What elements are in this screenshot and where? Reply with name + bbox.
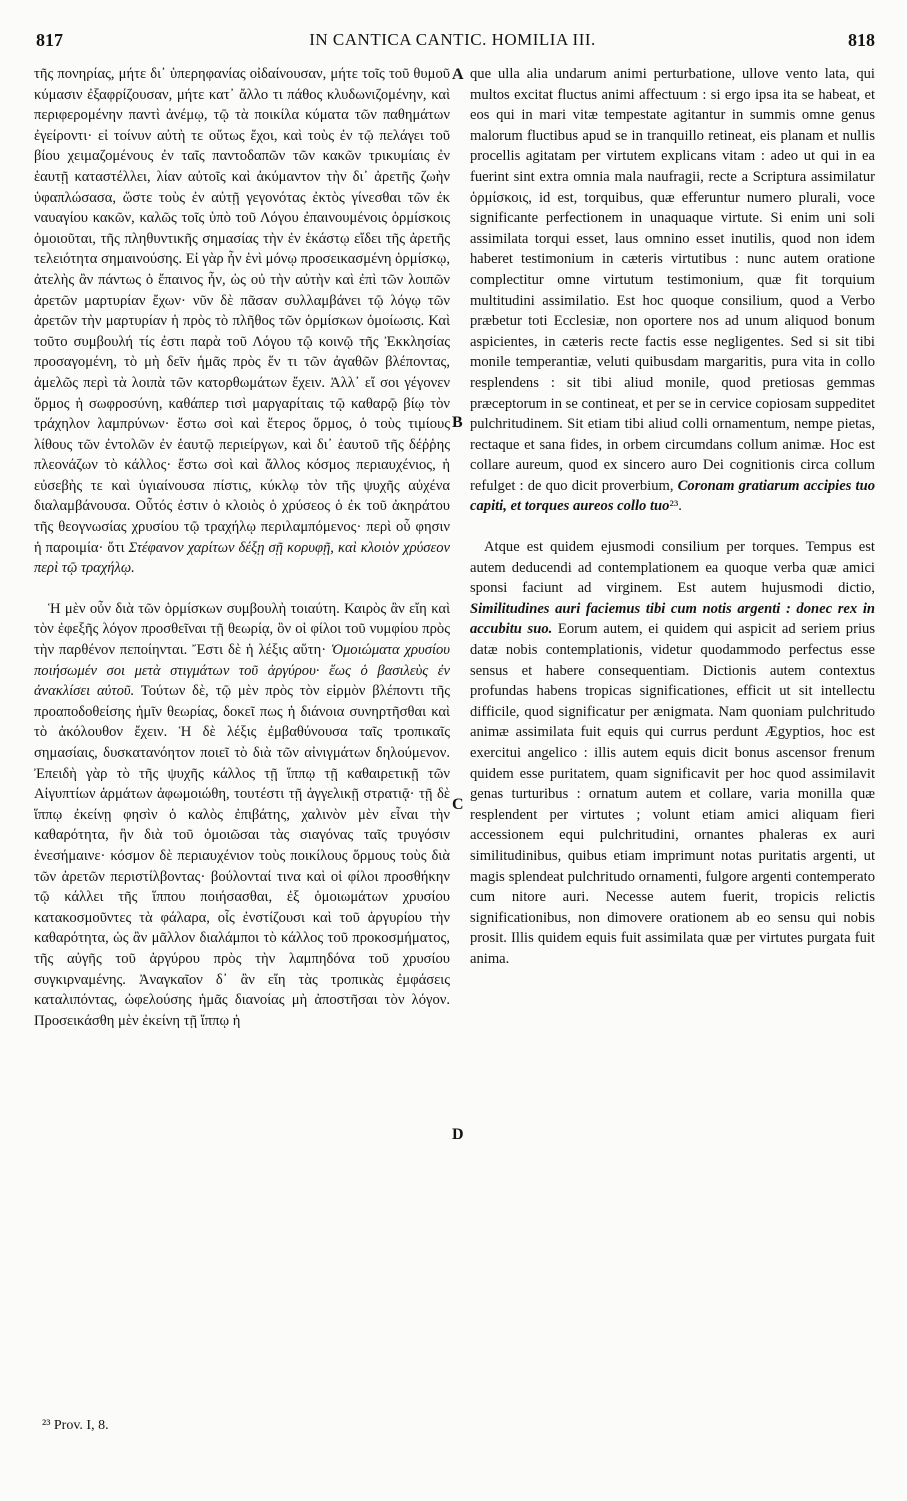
footnote-reference: ²³. <box>669 498 682 515</box>
page-number-left: 817 <box>36 30 63 50</box>
section-marker-a: A <box>452 66 464 83</box>
section-marker-c: C <box>452 796 464 813</box>
greek-text: τῆς πονηρίας, μήτε δι᾽ ὑπερηφανίας οἰδαίνουσαν, μήτε τοῖς τοῦ θυμοῦ κύμασιν ἐξαφρίζουσαν, μήτε κατ᾽ ἄλλο τι πάθος κλυδωνιζομένην, καὶ περιφερομένην παντὶ ἀνέμῳ, τῷ τὰ ποικίλα κύματα τῶν παθημάτων ἐγείροντι· εἰ τοίνυν αὐτὴ τε οὕτως ἔχοι, καὶ τοὺς ἐν τῷ πελάγει τοῦ βίου χειμαζομένους ἐν ταῖς παντοδαπῶν τῶν κακῶν τρικυμίαις ἐν ἑαυτῇ καταστέλλει, λίαν αὐτοῖς καὶ ἀκύμαντον τὴν δι᾽ ἀρετῆς ζωὴν ὑφαπλώσασα, ὥστε τοὺς ἐν αὐτῇ γεγονότας ἐκτὸς γίνεσθαι τῶν ἐκ ναυαγίου κακῶν, καλῶς τοῖς ὑπὸ τοῦ Λόγου ἐπαινουμένοις ὁρμίσκοις ὁμοιοῦται, τῆς πληθυντικῆς σημασίας τὴν ἐν ἑκάστῳ εἴδει τῆς ἀρετῆς τελειότητα σημαινούσης. Εἰ γὰρ ἦν ἑνὶ μόνῳ προσεικασμένη ὁρμίσκῳ, ἀτελὴς ἂν πάντως ὁ ἔπαινος ἦν, ὡς οὐ τὴν αὐτὴν καὶ ἐπὶ τῶν λοιπῶν ἀρετῶν μαρτυρίαν ἔχων· νῦν δὲ πᾶσαν συλλαμβάνει τῷ λόγῳ τῶν ἀρετῶν τὴν μαρτυρίαν ἡ πρὸς τὸ πλῆθος τῶν ὁρμίσκων ὁμοίωσις. Καὶ τοῦτο συμβουλή τίς ἐστι παρὰ τοῦ Λόγου τῷ κοινῷ τῆς Ἐκκλησίας προσαγομένη, τὸ μὴ δεῖν ἡμᾶς πρὸς ἕν τι τῶν ἀγαθῶν βλέποντας, ἀμελῶς περὶ τὰ λοιπὰ τῶν κατορθωμάτων ἔχειν. Ἀλλ᾽ εἴ σοι γέγονεν ὅρμος ἡ σωφροσύνη, καθάπερ τισὶ μαργαρίταις τῷ καθαρῷ βίῳ τὸν τράχηλον λαμπρύνων· ἔστω σοὶ καὶ ἕτερος ὅρμος, ὁ τοὺς τιμίους λίθους τῶν ἐντολῶν ἐν ἑαυτῷ περιείργων, καὶ δι᾽ ἑαυτοῦ τῆς δέῤῥης πλεονάζων τὸ κάλλος· ἔστω σοὶ καὶ ἄλλος κόσμος περιαυχένιος, ἡ εὐσεβὴς τε καὶ ὑγιαίνουσα πίστις, κύκλῳ τὸν τῆς ψυχῆς αὐχένα διαλαμβάνουσα. Οὗτός ἐστιν ὁ κλοιὸς ὁ χρύσεος ὁ ἐκ τοῦ ἀκηράτου τῆς θεογνωσίας χρυσίου τῷ τραχήλῳ περιλαμπόμενος· περὶ οὗ φησιν ἡ παροιμία· ὅτι <box>34 66 450 556</box>
running-title: IN CANTICA CANTIC. HOMILIA III. <box>309 30 596 49</box>
latin-text: que ulla alia undarum animi perturbatione, ullove vento lata, qui multos excitat fluctus animi affectuum : si ergo ipsa ita se habeat, et eos qui in mari vitæ tempestate agitantur in summis omne genus malorum fluctibus apud se in tranquillo retineat, eis planam et nullis procellis agitatam per virtutem explicans vitam : adeo ut qui in ea fuerint sint extra omnia mala naufragii, recte a Scriptura assimilatur ὁρμίσκοις, id est, torquibus, quæ efferuntur numero plurali, voce significante perfectionem in unaquaque virtute. Si enim uni soli assimilata torqui esset, laus omnino esset inutilis, quod non idem haberet testimonium in cæteris virtutibus : nunc autem oratione complectitur omne virtutum testimonium, quæ fit torquium multitudini assimilatio. Est hoc quoque consilium, quod a Verbo præbetur toti Ecclesiæ, non oportere nos ad unum aliquod bonum aspicientes, in cæteris recte factis esse negligentes. Sed si sit tibi monile temperantiæ, veluti quibusdam margaritis, pura vita in collo resplendens : sit tibi aliud monile, quod pretiosas gemmas præceptorum in se contineat, et per se in cervice copiosam suppeditet pulchritudinem. Sit etiam tibi aliud colli ornamentum, nempe pietas, rectaque et sana fides, in orbem circumdans collum animæ. Hoc est collare aureum, quod ex sincero auro Dei cognitionis circa collum refulget : de quo dicit proverbium, <box>470 66 875 494</box>
latin-paragraph-1 <box>470 64 875 517</box>
greek-paragraph-2 <box>34 599 450 1031</box>
section-marker-b: B <box>452 414 463 431</box>
greek-quotation: Ὁμοιώματα χρυσίου ποιήσωμέν σοι μετὰ στιγμάτων τοῦ ἀργύρου· ἕως ὁ βασιλεὺς ἐν ἀνακλίσει αὐτοῦ. <box>34 642 450 700</box>
latin-text: Atque est quidem ejusmodi consilium per torques. Tempus est autem deducendi ad contemplationem ea quoque verba quæ amici sponsi faciunt ad virginem. Est autem hujusmodi dictio, <box>470 539 875 597</box>
latin-column <box>470 64 875 970</box>
latin-text: Eorum autem, ei quidem qui aspicit ad seriem prius datæ nobis contemplationis, videtur quodammodo perfectus esse sensus et habere consequentiam. Dictionis autem contextus profundas habens tropicas significationes, efficit ut sit intellectu difficile, quod significatur per ænigmata. Nam quoniam pulchritudo animæ assimilata fuit equis qui currus perdunt Ægyptios, hoc est exercitui angelico : illis autem equis dicit bonus ascensor frenum quidem esse puritatem, quam significavit per hoc quod assimilavit genas turturibus : ornatum autem et collare, varia monilla quæ resplendent per virtutes ; volunt etiam amici aliquam fieri accessionem equi pulchritudini, ornantes phaleras ex auri similitudinibus, quibus etiam imprimunt notas puritatis argenti, ut magis splendeat pulchritudo ornamenti, fulgore argenti contemperato cum nitore auri. Necesse autem fuerit, tropicis relictis significationibus, non dimovere orationem ab eo sensu qui nobis prosit. Illis quidem equis fuit assimilata quæ per virtutes purgata fuit anima. <box>470 621 875 967</box>
running-header <box>30 30 875 56</box>
latin-quotation: Coronam gratiarum accipies tuo capiti, et torques aureos collo tuo <box>470 477 875 515</box>
greek-column <box>34 64 450 1031</box>
greek-text: Τούτων δὲ, τῷ μὲν πρὸς τὸν εἱρμὸν βλέποντι τῆς προαποδοθείσης ἡμῖν θεωρίας, δοκεῖ πως ἡ διάνοια συνηρτῆσθαι καὶ τὸ ἀκόλουθον ἔχειν. Ἡ δὲ λέξις ἐμβαθύνουσα ταῖς τροπικαῖς σημασίαις, δυσκατανόητον ποιεῖ τὸ διὰ τῶν αἰνιγμάτων δηλούμενον. Ἐπειδὴ γὰρ τὸ τῆς ψυχῆς κάλλος τῇ ἵππῳ τῇ καθαιρετικῇ τῶν Αἰγυπτίων ἁρμάτων ἀφωμοιώθη, τουτέστι τῇ ἀγγελικῇ στρατιᾷ· τῇ δὲ ἵππῳ ἐκείνῃ φησὶν ὁ καλὸς ἐπιβάτης, χαλινὸν μὲν εἶναι τὴν καθαρότητα, ἣν διὰ τοῦ ὁμοιῶσαι τὰς σιαγόνας ταῖς τρυγόσιν ἐνεσήμαινε· κόσμον δὲ περιαυχένιον τοὺς ποικίλους ὅρμους τοὺς διὰ τῶν ἀρετῶν περιστίλβοντας· βούλονταί τινα καὶ οἱ φίλοι προσθήκην τῷ κάλλει τῆς ἵππου ποιήσασθαι, ἐξ ὁμοιωμάτων χρυσίου κατακοσμοῦντες τὰ φάλαρα, οἷς ἐνστίζουσι καὶ τοῦ ἀργυρίου τὴν καθαρότητα, ὡς ἂν μᾶλλον διαλάμποι τὸ κάλλος τοῦ προκοσμήματος, τῆς αὐγῆς τοῦ ἀργύρου πρὸς τὴν λαμπηδόνα τοῦ χρυσίου συγκιρναμένης. Ἀναγκαῖον δ᾽ ἂν εἴη τὰς τροπικὰς ἐμφάσεις καταλιπόντας, ὠφελούσης ἡμᾶς διανοίας μὴ ἀποστῆσαι τὸν λόγον. Προσεικάσθη μὲν ἐκείνη τῇ ἵππῳ ἡ <box>34 683 451 1029</box>
greek-text: Ἡ μὲν οὖν διὰ τῶν ὁρμίσκων συμβουλὴ τοιαύτη. Καιρὸς ἂν εἴη καὶ τὸν ἐφεξῆς λόγον προσθεῖναι τῇ θεωρίᾳ, ὃν οἱ φίλοι τοῦ νυμφίου πρὸς τὴν παρθένον πεποίηνται. Ἔστι δὲ ἡ λέξις αὕτη· <box>34 600 450 659</box>
greek-quotation: Στέφανον χαρίτων δέξῃ σῇ κορυφῇ, καὶ κλοιὸν χρύσεον περὶ τῷ τραχήλῳ. <box>34 539 450 577</box>
page-number-right: 818 <box>848 30 875 50</box>
greek-paragraph-1 <box>34 64 450 579</box>
footnote: ²³ Prov. I, 8. <box>42 1418 109 1433</box>
latin-quotation: Similitudines auri faciemus tibi cum notis argenti : donec rex in accubitu suo. <box>470 600 875 638</box>
latin-paragraph-2 <box>470 537 875 969</box>
section-marker-d: D <box>452 1126 464 1143</box>
